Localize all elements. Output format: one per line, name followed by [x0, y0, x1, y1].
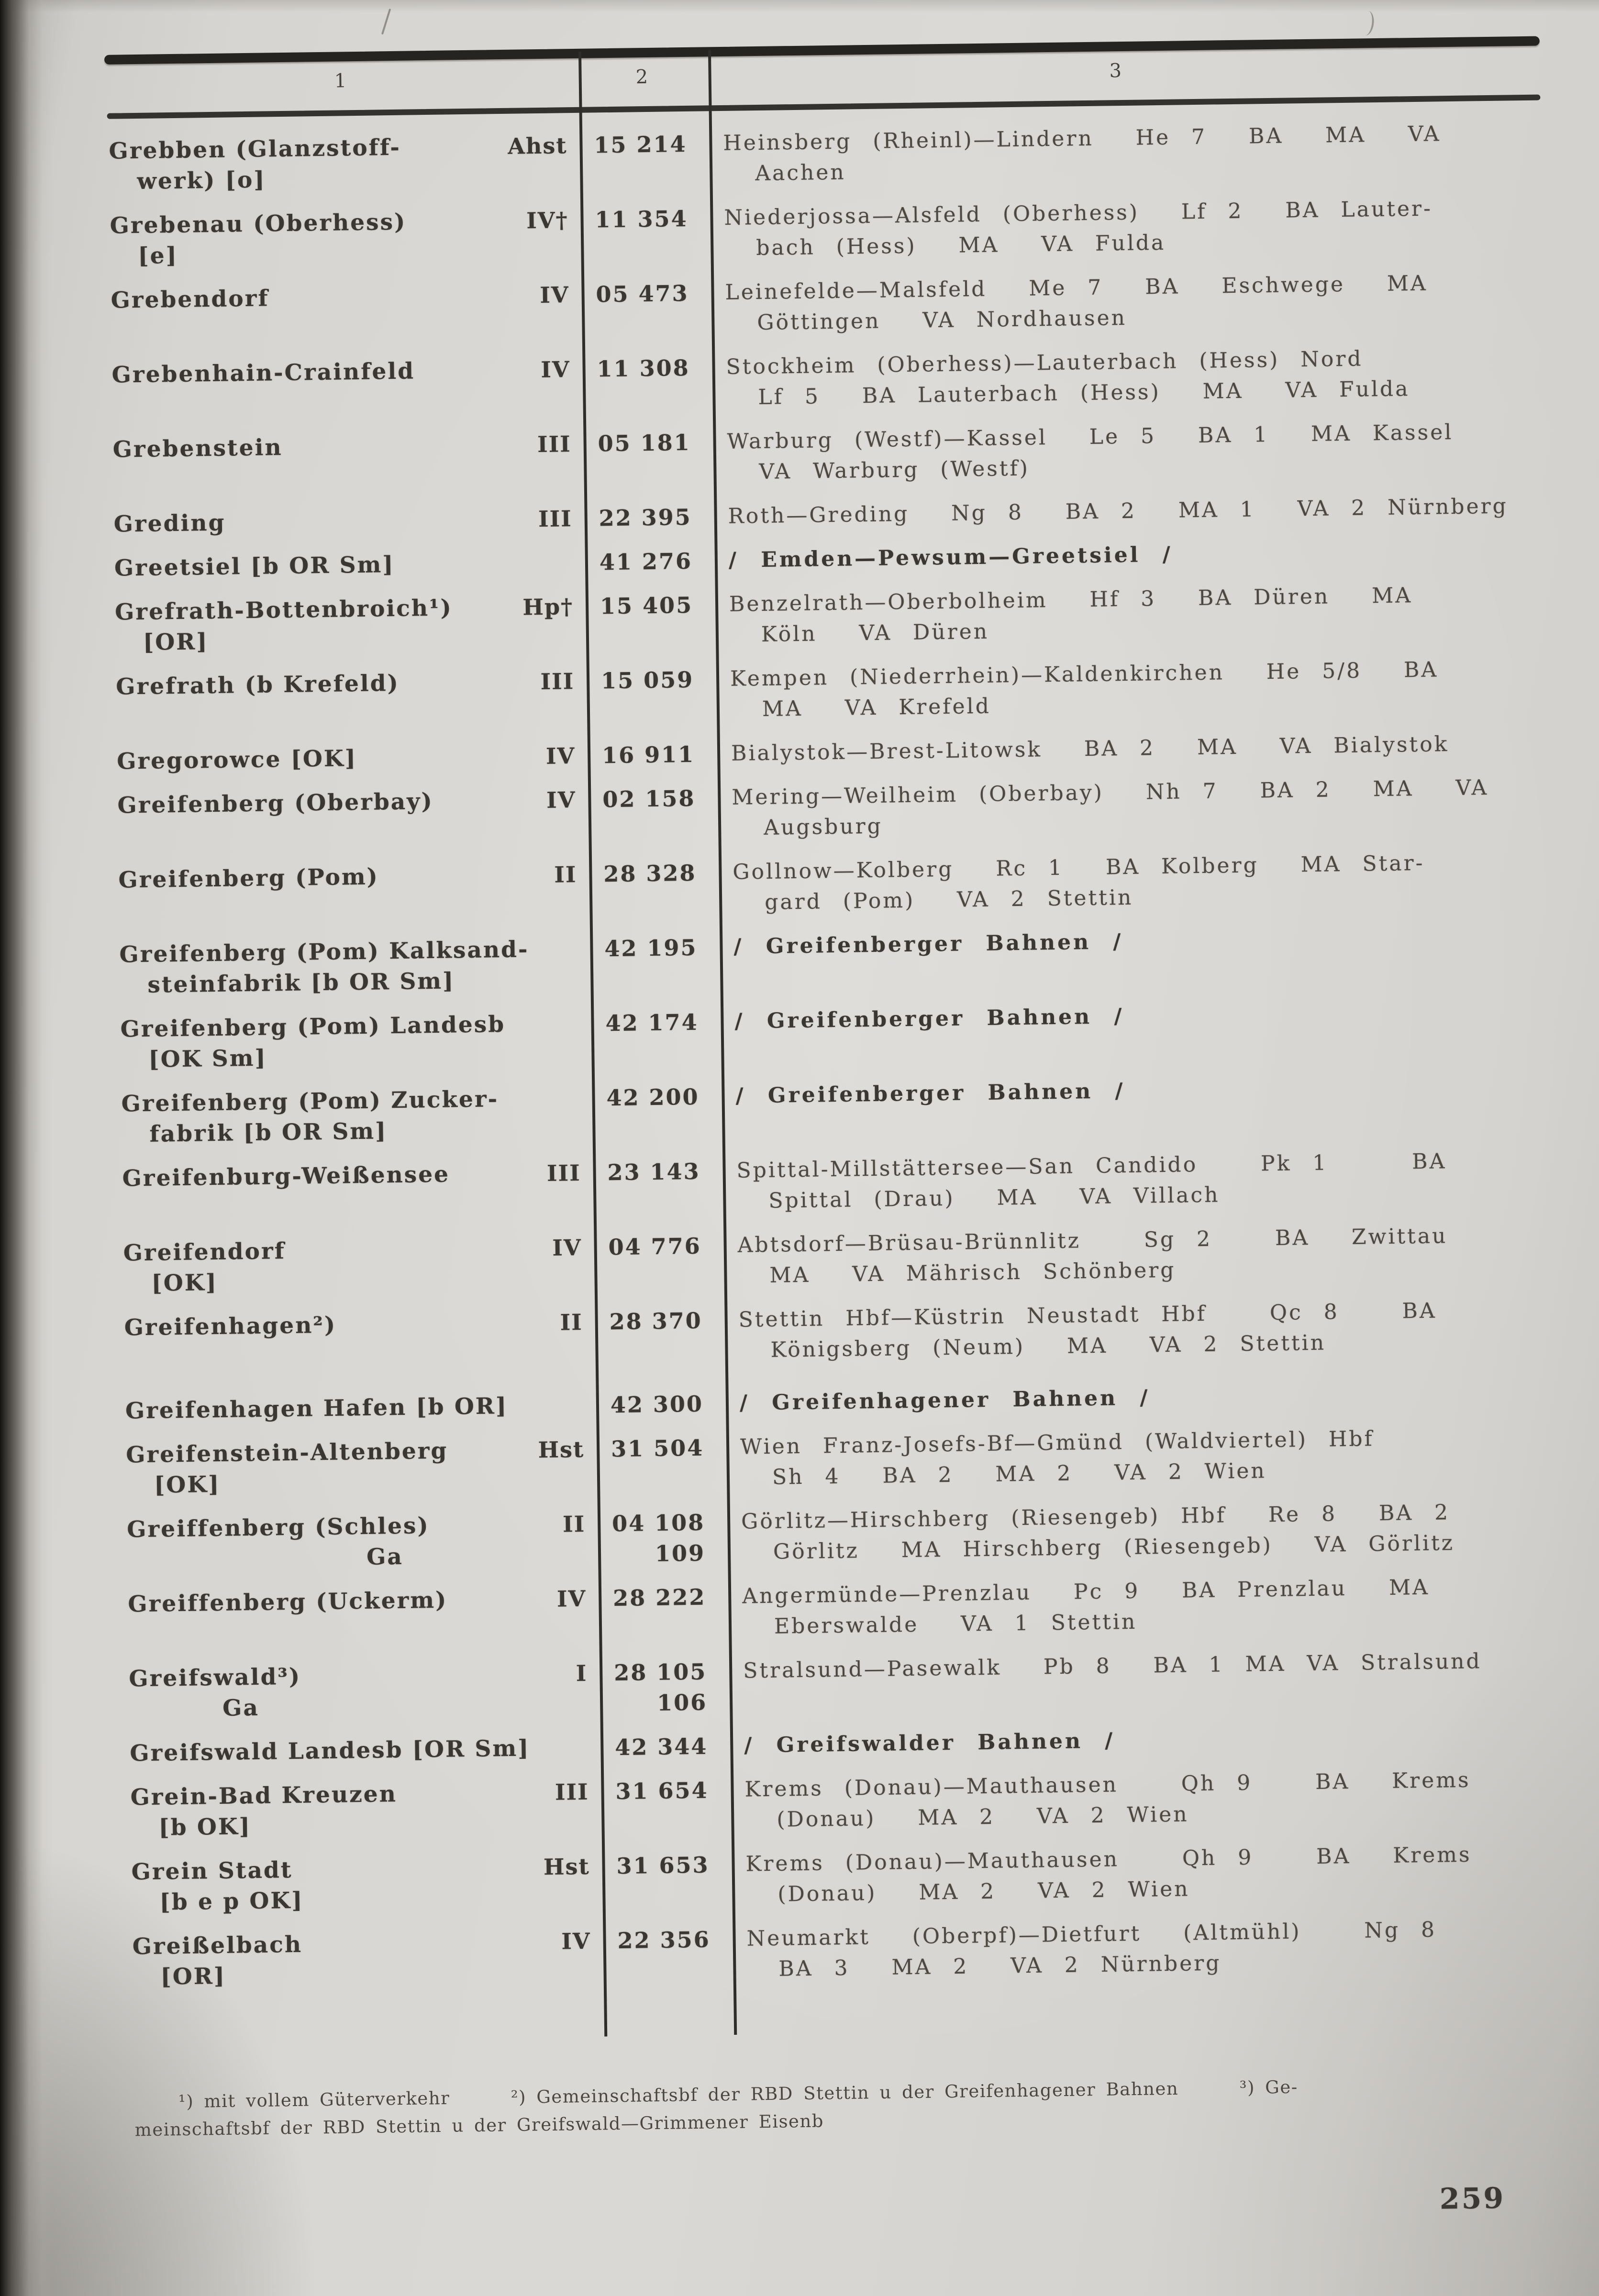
table-row	[121, 1070, 1553, 1150]
station-name	[119, 934, 529, 1001]
station-number: 15 059	[600, 666, 694, 694]
station-name-line: steinfabrik [b OR Sm]	[147, 968, 455, 998]
route-cell	[711, 267, 1543, 339]
route-text: Görlitz—Hirschberg (Riesengeb) Hbf Re 8 BA 2	[741, 1500, 1450, 1534]
station-number: 42 200	[606, 1083, 700, 1111]
station-number: 15 405	[600, 592, 693, 619]
station-number: 11 308	[597, 354, 690, 382]
table-row	[122, 1145, 1554, 1225]
station-name-line: Greifenburg-Weißensee	[122, 1161, 450, 1192]
route-text: Leinefelde—Malsfeld Me 7 BA Eschwege MA	[725, 271, 1428, 305]
station-number-cell	[582, 427, 713, 490]
table-row	[131, 1838, 1563, 1918]
station-class: IV	[556, 1585, 587, 1612]
route-text: Krems (Donau)—Mauthausen Qh 9 BA Krems	[744, 1767, 1471, 1802]
table-row	[109, 118, 1541, 198]
station-name-line: Greifenberg (Oberbay)	[117, 788, 434, 819]
station-name-line: Grefrath-Bottenbroich¹)	[114, 595, 453, 626]
route-cell	[726, 1421, 1558, 1493]
station-name-line: Greifendorf	[123, 1238, 286, 1267]
station-name	[111, 283, 269, 316]
station-cell	[125, 1390, 596, 1427]
station-cell	[110, 205, 580, 272]
station-name	[125, 1391, 508, 1426]
station-number: 28 105	[613, 1658, 707, 1686]
station-name	[131, 1855, 304, 1919]
station-cell	[116, 666, 587, 733]
station-name-line: Greifenstein-Altenberg	[125, 1437, 448, 1468]
route-text: Stockheim (Oberhess)—Lauterbach (Hess) Nord	[726, 346, 1363, 379]
table-row	[125, 1377, 1557, 1426]
station-name	[116, 668, 400, 703]
station-name	[118, 861, 379, 895]
station-cell	[118, 859, 589, 927]
route-cell	[725, 1377, 1557, 1419]
station-cell	[131, 1851, 602, 1919]
station-name-line: [OK]	[154, 1471, 221, 1499]
table-row	[120, 995, 1552, 1075]
table-top-rule	[104, 36, 1540, 65]
station-name	[128, 1585, 448, 1620]
station-name	[110, 207, 407, 272]
route-cell	[730, 1764, 1563, 1836]
station-class: Hst	[538, 1436, 585, 1463]
station-name-line: Greifenberg (Pom) Zucker-	[121, 1086, 499, 1117]
table-row	[123, 1219, 1555, 1299]
station-number-cell	[583, 501, 714, 534]
station-number-cell	[600, 1731, 730, 1763]
station-class: III	[546, 1159, 581, 1186]
footnote-line: ¹) mit vollem Güterverkehr ²) Gemeinschaftsbf der RBD Stettin u der Greifenhagener Bahnen ³) Ge-	[178, 2076, 1299, 2112]
station-cell	[114, 547, 585, 584]
station-number: 42 195	[604, 934, 698, 962]
route-cell	[724, 1294, 1556, 1366]
station-name-line: Grebendorf	[111, 285, 269, 314]
table-row	[124, 1294, 1556, 1374]
station-name-line: Greiffenberg (Schles)	[126, 1512, 430, 1543]
station-class: IV	[545, 743, 576, 769]
station-name	[130, 1733, 530, 1769]
station-cell	[128, 1583, 599, 1651]
station-cell	[115, 591, 586, 659]
route-text: Spittal-Millstättersee—San Candido Pk 1 BA	[736, 1149, 1447, 1183]
route-cell	[711, 342, 1544, 414]
route-text: Königsberg (Neum) MA VA 2 Stettin	[770, 1330, 1326, 1362]
station-class: I	[576, 1660, 588, 1687]
route-text: BA 3 MA 2 VA 2 Nürnberg	[778, 1951, 1221, 1981]
table-row	[113, 490, 1545, 540]
column-header-3: 3	[1109, 59, 1123, 82]
route-text: Lf 5 BA Lauterbach (Hess) MA VA Fulda	[758, 376, 1410, 409]
station-name-line: Ga	[366, 1543, 404, 1570]
route-text: Heinsberg (Rheinl)—Lindern He 7 BA MA VA	[723, 121, 1441, 155]
route-cell	[712, 416, 1545, 488]
station-number-cell	[602, 1924, 733, 1987]
table-row	[128, 1570, 1560, 1650]
station-number-cell	[600, 1775, 731, 1838]
route-text: Mering—Weilheim (Oberbay) Nh 7 BA 2 MA VA	[732, 775, 1489, 810]
station-cell	[130, 1777, 601, 1844]
station-number-cell	[589, 932, 720, 995]
station-name-line: [b e p OK]	[159, 1887, 304, 1916]
table-row	[116, 653, 1548, 733]
station-number-cell	[597, 1507, 728, 1570]
station-cell	[122, 1158, 593, 1225]
station-name	[122, 1159, 450, 1194]
station-number: 22 356	[617, 1926, 711, 1954]
route-text: / Greifenberger Bahnen /	[735, 1079, 1125, 1108]
station-name-line: werk) [o]	[137, 166, 266, 195]
station-number: 04 776	[608, 1233, 702, 1260]
route-text: Göttingen VA Nordhausen	[757, 305, 1127, 335]
station-cell	[109, 130, 579, 198]
station-cell	[124, 1307, 595, 1374]
route-cell	[710, 192, 1542, 265]
table-row	[119, 921, 1551, 1001]
station-number-cell	[599, 1656, 730, 1719]
ink-smudge-icon	[1358, 10, 1375, 36]
station-name-line: Greißelbach	[132, 1931, 303, 1960]
route-cell	[727, 1496, 1559, 1568]
station-number: 02 158	[602, 785, 696, 813]
station-class: II	[560, 1309, 583, 1336]
table-row	[111, 342, 1543, 421]
station-name	[127, 1511, 430, 1576]
route-text: MA VA Krefeld	[762, 694, 991, 721]
station-name-line: Gregorowce [OK]	[116, 745, 357, 775]
route-text: / Greifenberger Bahnen /	[734, 1004, 1124, 1034]
station-name	[114, 550, 395, 584]
route-text: MA VA Mährisch Schönberg	[769, 1258, 1176, 1288]
route-text: Neumarkt (Oberpf)—Dietfurt (Altmühl) Ng 8	[746, 1917, 1437, 1951]
station-number: 42 300	[610, 1391, 704, 1418]
table-body	[109, 118, 1565, 2007]
station-number: 42 174	[605, 1009, 699, 1037]
route-cell	[718, 846, 1551, 918]
station-name-line: Greiffenberg (Uckerm)	[128, 1587, 448, 1618]
route-text: Eberswalde VA 1 Stettin	[774, 1609, 1137, 1639]
station-cell	[132, 1926, 603, 1993]
table-row	[118, 846, 1550, 926]
station-name	[117, 786, 433, 821]
table-row	[126, 1421, 1558, 1501]
table-row	[110, 192, 1542, 272]
route-text: VA Warburg (Westf)	[759, 456, 1030, 484]
station-number-cell	[591, 1081, 722, 1144]
route-cell	[721, 1070, 1554, 1142]
route-text: Angermünde—Prenzlau Pc 9 BA Prenzlau MA	[742, 1575, 1430, 1609]
station-cell	[117, 784, 588, 852]
station-number-cell	[592, 1156, 723, 1219]
station-name-line: Greding	[113, 509, 226, 538]
route-cell	[722, 1145, 1555, 1217]
station-name-line: Ga	[222, 1694, 260, 1722]
route-text: / Greifenberger Bahnen /	[733, 929, 1123, 959]
route-text: Gollnow—Kolberg Rc 1 BA Kolberg MA Star-	[733, 850, 1425, 884]
table-row	[115, 578, 1547, 658]
column-header-2: 2	[635, 66, 649, 88]
station-name-line: [OR]	[160, 1963, 226, 1990]
station-name-line: Greifenberg (Pom) Landesb	[120, 1011, 506, 1043]
station-name-line: Greifswald³)	[129, 1663, 301, 1692]
route-text: Abtsdorf—Brüsau-Brünnlitz Sg 2 BA Zwittau	[737, 1224, 1448, 1258]
station-name-line: Greifenberg (Pom) Kalksand-	[119, 936, 529, 968]
station-name-line: [e]	[138, 242, 178, 269]
station-number: 16 911	[601, 741, 695, 769]
station-number-cell	[596, 1432, 727, 1495]
route-text: Augsburg	[763, 814, 883, 840]
station-class: III	[538, 506, 573, 532]
table-row	[127, 1496, 1559, 1576]
station-class: Ahst	[507, 132, 567, 159]
route-text: / Greifswalder Bahnen /	[744, 1728, 1115, 1758]
route-text: Köln VA Düren	[761, 619, 989, 647]
station-number-cell	[578, 128, 710, 191]
table-row	[112, 416, 1544, 496]
station-class: II	[554, 861, 577, 888]
station-number-cell	[587, 739, 717, 771]
station-number: 31 653	[616, 1852, 710, 1879]
station-number-cell	[594, 1305, 725, 1368]
table-row	[111, 267, 1543, 347]
station-cell	[117, 740, 587, 777]
table-row	[117, 728, 1549, 777]
footnote-line: meinschaftsbf der RBD Stettin u der Greifswald—Grimmener Eisenb	[134, 2110, 824, 2141]
station-name	[111, 356, 415, 390]
table-header-rule	[107, 95, 1541, 119]
station-number-cell	[586, 664, 717, 727]
route-cell	[709, 118, 1541, 190]
station-name	[113, 508, 225, 540]
station-cell	[113, 503, 584, 540]
route-cell	[731, 1838, 1564, 1910]
station-number: 05 181	[598, 429, 691, 457]
route-text: Benzelrath—Oberbolheim Hf 3 BA Düren MA	[729, 583, 1413, 617]
station-number-cell	[581, 352, 712, 415]
station-cell	[129, 1658, 600, 1725]
station-name-line: Greifenhagen²)	[124, 1312, 337, 1341]
route-cell	[719, 921, 1552, 993]
route-text: Stettin Hbf—Küstrin Neustadt Hbf Qc 8 BA	[738, 1298, 1437, 1332]
station-name-line: fabrik [b OR Sm]	[149, 1118, 388, 1148]
station-class: Hp†	[522, 594, 574, 620]
route-text: Wien Franz-Josefs-Bf—Gmünd (Waldviertel) Hbf	[740, 1426, 1375, 1459]
station-number: 41 276	[599, 548, 693, 575]
station-name	[130, 1779, 398, 1843]
route-cell	[720, 995, 1553, 1068]
station-number-cell	[590, 1006, 721, 1070]
route-cell	[728, 1570, 1560, 1643]
station-class: Hst	[543, 1853, 590, 1880]
station-cell	[123, 1232, 594, 1300]
station-name-line: Greetsiel [b OR Sm]	[114, 551, 395, 582]
station-cell	[130, 1733, 600, 1769]
station-name-line: [OR]	[143, 629, 209, 656]
station-name-line: Grebenstein	[112, 434, 283, 463]
station-class: IV	[561, 1928, 591, 1954]
station-number-cell	[595, 1388, 726, 1421]
column-header-1: 1	[334, 70, 348, 92]
station-name	[115, 593, 453, 658]
station-name-line: Grein Stadt	[131, 1856, 293, 1886]
station-class: IV	[546, 787, 576, 813]
station-number: 22 395	[599, 504, 692, 531]
station-name	[123, 1236, 286, 1299]
station-number: 109	[655, 1540, 706, 1567]
station-class: IV	[540, 282, 569, 308]
station-number: 28 222	[612, 1584, 706, 1612]
route-cell	[717, 772, 1550, 844]
route-text: Aachen	[755, 160, 846, 186]
station-cell	[121, 1083, 592, 1150]
table-row	[114, 534, 1546, 584]
station-name-line: Grefrath (b Krefeld)	[115, 670, 400, 700]
station-name-line: [b OK]	[158, 1813, 252, 1841]
station-name	[109, 132, 401, 198]
route-cell	[715, 578, 1547, 651]
station-number: 42 344	[614, 1733, 708, 1761]
route-text: Bialystok—Brest-Litowsk BA 2 MA VA Bialystok	[731, 732, 1449, 766]
route-cell	[714, 534, 1546, 576]
route-text: (Donau) MA 2 VA 2 Wien	[777, 1877, 1190, 1907]
table-row	[130, 1764, 1562, 1843]
route-text: / Emden—Pewsum—Greetsiel /	[728, 542, 1173, 573]
route-cell	[713, 490, 1545, 532]
station-name-line: Greifenhagen Hafen [b OR]	[125, 1393, 508, 1424]
route-text: Stralsund—Pasewalk Pb 8 BA 1 MA VA Stralsund	[743, 1649, 1482, 1683]
station-class: IV†	[526, 207, 568, 234]
station-number-cell	[580, 277, 711, 341]
station-name-line: Greifenberg (Pom)	[118, 863, 379, 894]
station-number: 11 354	[595, 205, 688, 233]
route-text: gard (Pom) VA 2 Stettin	[764, 885, 1133, 915]
station-name	[120, 1009, 506, 1076]
station-number: 15 214	[594, 131, 687, 158]
station-name-line: [OK]	[151, 1269, 218, 1297]
station-class: IV	[541, 356, 571, 383]
footnote	[134, 2070, 1570, 2144]
station-number-cell	[585, 589, 716, 652]
route-text: Spittal (Drau) MA VA Villach	[768, 1182, 1220, 1213]
station-number: 31 654	[615, 1777, 709, 1805]
route-text: (Donau) MA 2 VA 2 Wien	[777, 1802, 1189, 1832]
table-row	[129, 1645, 1561, 1725]
station-name-line: [OK Sm]	[148, 1045, 267, 1073]
station-class: III	[555, 1778, 589, 1805]
station-number-cell	[598, 1581, 729, 1645]
station-number-cell	[579, 203, 711, 266]
station-number-cell	[587, 783, 718, 846]
station-number-cell	[584, 545, 715, 578]
station-cell	[111, 354, 582, 421]
station-cell	[120, 1008, 591, 1076]
station-number: 31 504	[611, 1435, 704, 1462]
route-text: Niederjossa—Alsfeld (Oberhess) Lf 2 BA Lauter-	[724, 196, 1433, 230]
station-class: II	[562, 1511, 586, 1537]
book-binding-shadow	[0, 0, 53, 2296]
station-number-cell	[588, 857, 719, 920]
station-name-line: Grebenhain-Crainfeld	[111, 358, 415, 388]
station-name	[132, 1930, 303, 1993]
station-number: 28 328	[603, 860, 697, 887]
route-text: bach (Hess) MA VA Fulda	[756, 230, 1166, 261]
route-text: Warburg (Westf)—Kassel Le 5 BA 1 MA Kassel	[727, 419, 1454, 454]
station-number: 28 370	[609, 1307, 703, 1335]
station-name	[121, 1084, 499, 1150]
page-number: 259	[1439, 2181, 1506, 2216]
station-name	[129, 1662, 301, 1725]
route-text: Krems (Donau)—Mauthausen Qh 9 BA Krems	[745, 1842, 1472, 1877]
ink-smudge-icon	[381, 9, 391, 35]
route-cell	[730, 1720, 1562, 1761]
station-name	[126, 1436, 449, 1501]
station-name	[124, 1310, 336, 1344]
route-cell	[729, 1645, 1561, 1717]
station-number-cell	[601, 1849, 732, 1912]
station-cell	[126, 1434, 597, 1501]
station-cell	[119, 934, 590, 1001]
station-name-line: Grebenau (Oberhess)	[110, 209, 407, 239]
station-name	[112, 432, 283, 465]
route-cell	[732, 1913, 1565, 1985]
route-cell	[717, 728, 1549, 769]
station-number-cell	[593, 1230, 724, 1293]
table-row	[130, 1720, 1562, 1769]
route-text: Kempen (Niederrhein)—Kaldenkirchen He 5/8 BA	[730, 657, 1439, 691]
station-class: III	[540, 668, 575, 695]
station-cell	[127, 1509, 598, 1576]
station-class: III	[537, 431, 572, 458]
station-cell	[111, 279, 581, 347]
station-name-line: Grebben (Glanzstoff-	[109, 134, 401, 165]
route-text: Görlitz MA Hirschberg (Riesengeb) VA Görlitz	[773, 1531, 1455, 1564]
station-name-line: Greifswald Landesb [OR Sm]	[130, 1735, 530, 1767]
route-cell	[716, 653, 1548, 725]
station-cell	[112, 429, 583, 496]
station-number: 04 108	[611, 1509, 705, 1537]
station-number: 106	[656, 1689, 708, 1716]
station-name-line: Grein-Bad Kreuzen	[130, 1781, 398, 1811]
route-text: / Greifenhagener Bahnen /	[739, 1385, 1150, 1415]
station-number: 05 473	[596, 280, 689, 308]
station-name	[117, 743, 357, 777]
route-text: Roth—Greding Ng 8 BA 2 MA 1 VA 2 Nürnberg	[728, 494, 1509, 529]
route-text: Sh 4 BA 2 MA 2 VA 2 Wien	[772, 1458, 1266, 1490]
station-number: 23 143	[607, 1158, 700, 1186]
station-class: IV	[552, 1234, 582, 1261]
table-row	[132, 1913, 1564, 1993]
table-row	[117, 772, 1549, 851]
route-cell	[723, 1219, 1555, 1292]
